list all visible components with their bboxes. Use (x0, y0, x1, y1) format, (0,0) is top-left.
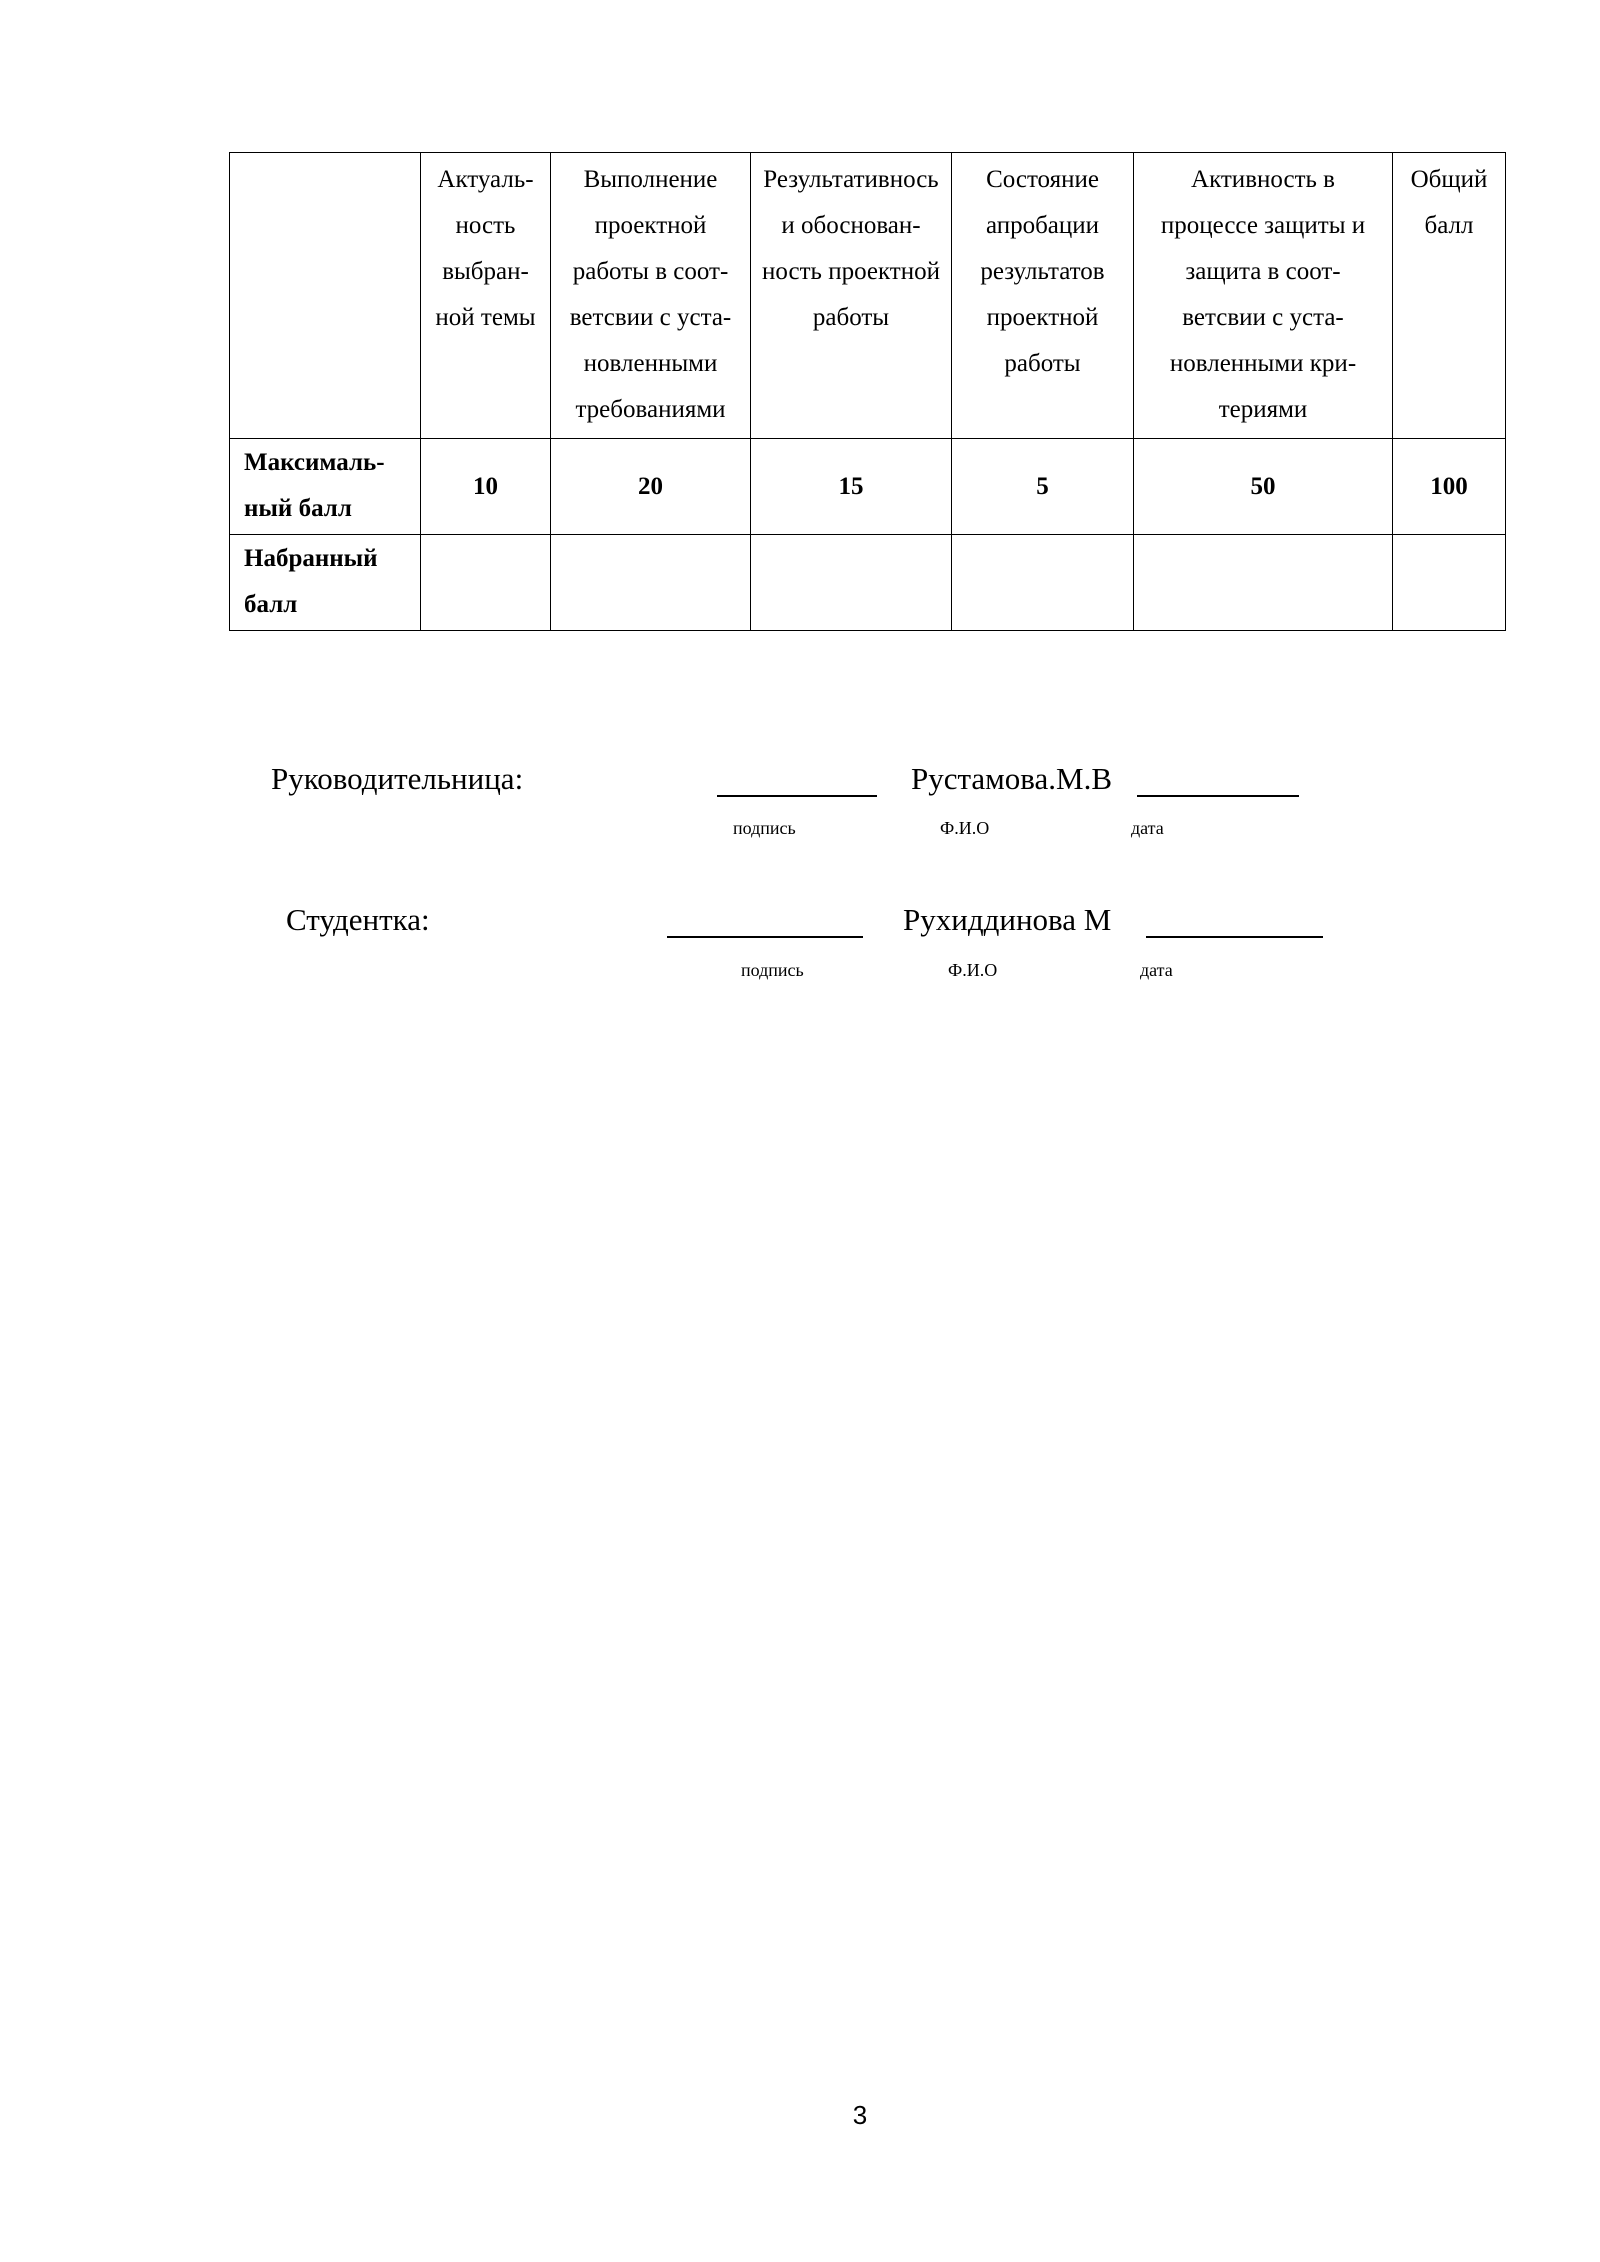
student-signature-blank (667, 936, 863, 938)
header-line: результатов (980, 258, 1105, 285)
header-line: проектной (986, 304, 1099, 331)
header-line: новленными кри- (1169, 350, 1357, 377)
header-line: териями (1218, 396, 1308, 423)
score-cell (551, 535, 751, 631)
supervisor-name-caption: Ф.И.О (940, 818, 990, 838)
header-line: ветсвии с уста- (1182, 304, 1344, 331)
header-line: Общий (1410, 166, 1488, 193)
header-line: балл (1424, 212, 1474, 239)
header-line: выбран- (442, 258, 529, 285)
row-label (230, 439, 421, 535)
header-line: Актуаль- (437, 166, 534, 193)
supervisor-date-caption: дата (1131, 818, 1164, 838)
header-line: ность (455, 212, 516, 239)
score-cell: 15 (751, 439, 952, 535)
row-label-line: балл (244, 591, 298, 618)
header-line: и обоснован- (781, 212, 921, 239)
header-line: Активность в (1191, 166, 1335, 193)
header-line: работы (1004, 350, 1081, 377)
student-date-caption: дата (1140, 960, 1173, 980)
header-cell (1134, 153, 1393, 439)
score-cell (751, 535, 952, 631)
header-line: работы (812, 304, 890, 331)
header-cell (952, 153, 1134, 439)
supervisor-name: Рустамова.М.В (911, 761, 1113, 796)
score-cell (952, 535, 1134, 631)
score-cell: 5 (952, 439, 1134, 535)
header-cell (751, 153, 952, 439)
supervisor-signature-caption: подпись (733, 818, 796, 838)
max-score-row (230, 439, 1506, 535)
header-line: требованиями (575, 396, 726, 423)
earned-score-row (230, 535, 1506, 631)
evaluation-table (229, 152, 1506, 631)
row-label-line: Максималь- (244, 449, 385, 476)
corner-cell (230, 153, 421, 439)
supervisor-role-label: Руководительница: (271, 761, 524, 796)
student-name: Рухиддинова М (903, 902, 1112, 937)
header-cell (1393, 153, 1506, 439)
header-cell (421, 153, 551, 439)
score-cell (1393, 535, 1506, 631)
header-line: ной темы (435, 304, 536, 331)
header-line: Результативнось (763, 166, 939, 193)
header-line: ность проектной (762, 258, 940, 285)
supervisor-date-blank (1137, 795, 1299, 797)
header-line: проектной (594, 212, 707, 239)
score-cell (421, 535, 551, 631)
header-line: Выполнение (583, 166, 718, 193)
score-cell: 50 (1134, 439, 1393, 535)
header-line: процессе защиты и (1160, 212, 1366, 239)
score-cell: 10 (421, 439, 551, 535)
header-cell (551, 153, 751, 439)
header-line: защита в соот- (1185, 258, 1341, 285)
row-label-line: ный балл (244, 495, 352, 522)
supervisor-signature-blank (717, 795, 877, 797)
score-cell: 100 (1393, 439, 1506, 535)
header-line: апробации (985, 212, 1100, 239)
header-line: ветсвии с уста- (569, 304, 732, 331)
header-line: новленными (583, 350, 718, 377)
score-cell: 20 (551, 439, 751, 535)
row-label (230, 535, 421, 631)
header-row (230, 153, 1506, 439)
page-number: 3 (852, 2100, 868, 2130)
row-label-line: Набранный (244, 545, 378, 572)
header-line: работы в соот- (572, 258, 729, 285)
header-line: Состояние (986, 166, 1099, 193)
student-role-label: Студентка: (286, 902, 430, 937)
student-signature-caption: подпись (741, 960, 804, 980)
student-name-caption: Ф.И.О (948, 960, 998, 980)
student-date-blank (1146, 936, 1323, 938)
score-cell (1134, 535, 1393, 631)
